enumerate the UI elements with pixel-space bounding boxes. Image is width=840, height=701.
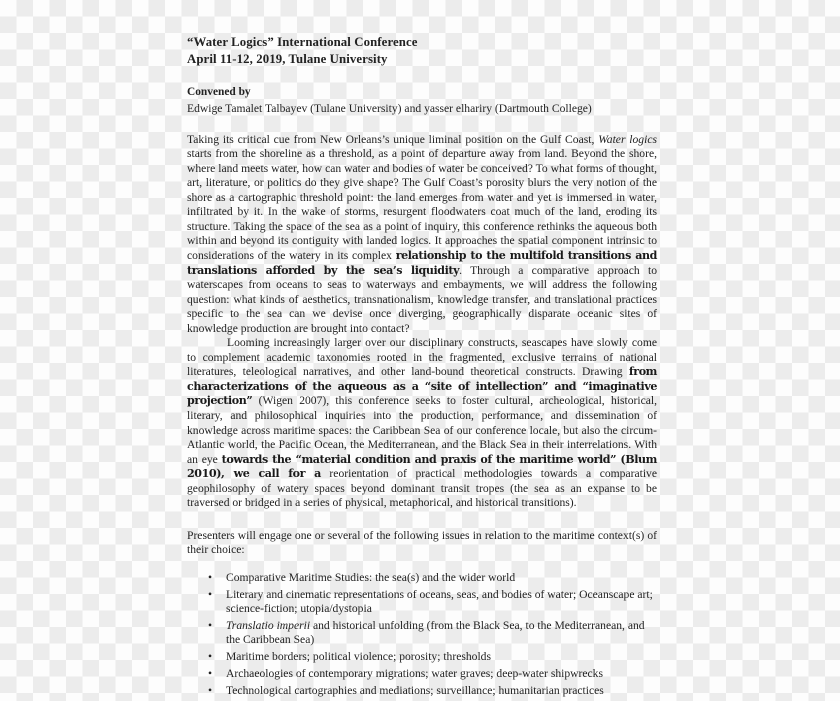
bullet-icon: • xyxy=(208,666,213,680)
p1-run-3: starts from the shoreline as a threshold, as a point of departure away from land. Beyond the shore, where land meets water, how can water and bodies of water be conceived? To what forms of thought, art, literature, or politics do they give shape? The Gulf Coast’s porosity blurs the very notion of the shore as a cartographic threshold point: the land emerges from water and yet is immersed in water, infiltrated by it. In the wake of storms, resurgent floodwaters coat much of the land, eroding its structure. Taking the space of the sea as a point of inquiry, this conference rethinks the aqueous both within and beyond its contiguity with landed logics. It approaches the spatial component intrinsic to considerations of the watery in its complex xyxy=(187,147,657,262)
p2-run-3: (Wigen 2007), this conference seeks to foster cultural, archeological, historical, literary, and philosophical inquiries into the production, performance, and dissemination of knowledge across maritime spaces: the Caribbean Sea of our conference locale, but also the circum-Atlantic world, the Pacific Ocean, the Mediterranean, and the Black Sea in their interrelations. With an eye xyxy=(187,394,657,466)
p1-run-1: Taking its critical cue from New Orleans’s unique liminal position on the Gulf Coast, xyxy=(187,132,599,146)
bullet-icon: • xyxy=(208,618,213,632)
bullet-icon: • xyxy=(208,650,213,664)
bullet-icon: • xyxy=(208,570,213,584)
list-item-text: Comparative Maritime Studies: the sea(s) and the wider world xyxy=(226,570,516,584)
list-item-text: Archaeologies of contemporary migrations; water graves; deep-water shipwrecks xyxy=(226,666,603,680)
p2-run-4-substituted: towards the “material condition and praxis of the maritime world” (Blum 2010), we call for a xyxy=(187,452,657,481)
p2-run-5: reorientation of practical methodologies towards a comparative geophilosophy of watery spaces beyond dominant transit tropes (the sea as an expanse to be traversed or bridged in a series of physical, metaphorical, and historical transitions). xyxy=(187,467,657,510)
bullet-icon: • xyxy=(208,587,213,601)
list-item xyxy=(187,684,657,699)
list-item xyxy=(187,619,657,648)
convened-by-label: Convened by xyxy=(187,86,251,98)
p2-run-1: Looming increasingly larger over our disciplinary constructs, seascapes have slowly come to complement academic taxonomies rooted in the fragmented, exclusive terrains of national literatures, teleological narratives, and other land-bound theoretical constructs. Drawing xyxy=(187,336,657,379)
list-item xyxy=(187,588,657,617)
list-item-text: Maritime borders; political violence; porosity; thresholds xyxy=(226,650,491,664)
list-item-italic: Translatio imperii xyxy=(226,618,311,632)
bullet-icon: • xyxy=(208,683,213,697)
p1-title-italic: Water logics xyxy=(598,132,657,146)
list-item-text: Literary and cinematic representations of oceans, seas, and bodies of water; Oceanscape art; science-fiction; utopia/dystopia xyxy=(226,587,653,616)
p1-run-4-substituted: relationship to the multifold transitions and translations afforded by the sea’s liquidity xyxy=(187,248,657,277)
abstract-paragraph-1 xyxy=(187,133,657,337)
abstract-paragraph-2 xyxy=(187,336,657,511)
issues-list xyxy=(187,571,657,698)
list-item xyxy=(187,650,657,665)
document-page xyxy=(187,34,657,700)
convener-names: Edwige Tamalet Talbayev (Tulane University) and yasser elhariry (Dartmouth College) xyxy=(187,101,592,115)
list-item-text: Technological cartographies and mediations; surveillance; humanitarian practices xyxy=(226,683,604,697)
p1-run-5: . Through a comparative approach to waterscapes from oceans to seas to waterways and embayments, we will address the following question: what kinds of aesthetics, transnationalism, knowledge transfer, and translational practices specific to the sea can we devise once diverging, geographically disparate oceanic sites of knowledge production are brought into contact? xyxy=(187,263,657,335)
title-line-2: April 11-12, 2019, Tulane University xyxy=(187,51,388,66)
p2-run-2-substituted: from characterizations of the aqueous as a “site of intellection” and “imaginative projection” xyxy=(187,365,657,408)
presenters-paragraph: Presenters will engage one or several of the following issues in relation to the maritime context(s) of their choice: xyxy=(187,528,657,557)
title-line-1: “Water Logics” International Conference xyxy=(187,35,418,49)
list-item xyxy=(187,667,657,682)
list-item-text: and historical unfolding (from the Black Sea, to the Mediterranean, and the Caribbean Sea) xyxy=(226,618,645,647)
conference-title xyxy=(187,34,657,67)
list-item xyxy=(187,571,657,586)
